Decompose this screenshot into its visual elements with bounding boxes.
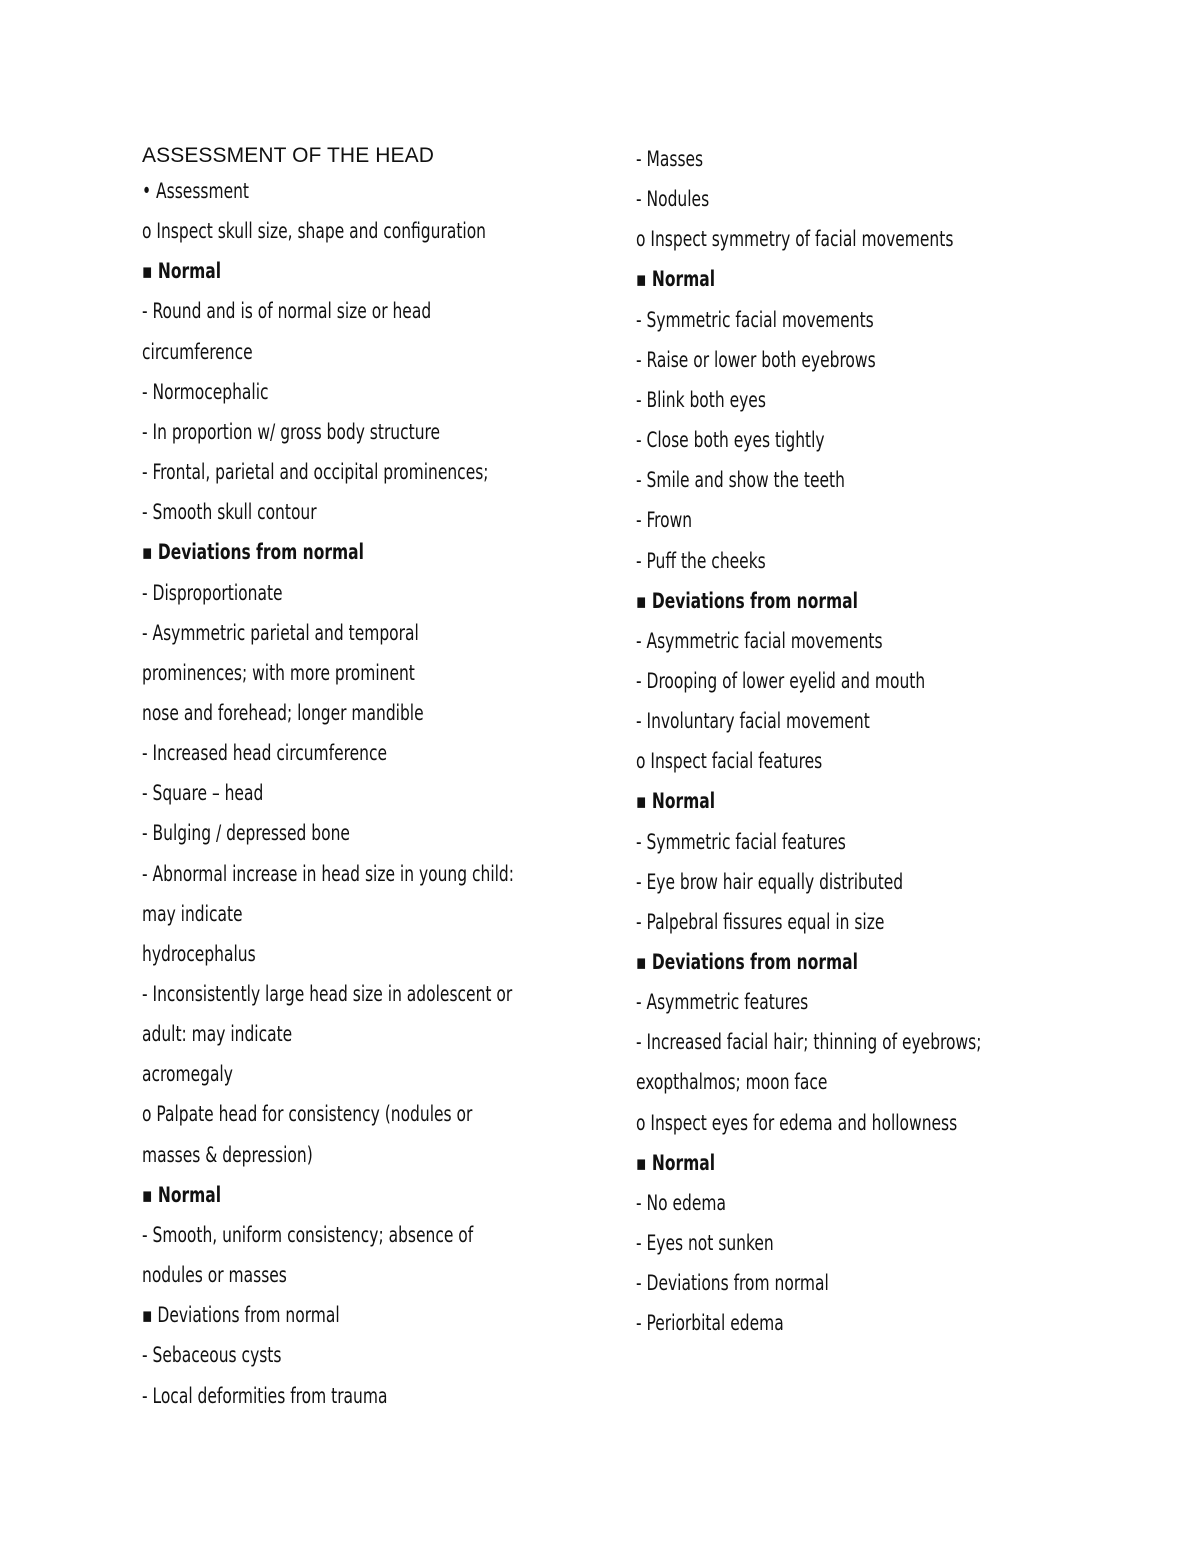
left-column-line: ▪ Deviations from normal [142,1303,340,1328]
left-column-line: prominences; with more prominent [142,660,415,685]
left-column-line: - Frontal, parietal and occipital prominences; [142,460,489,485]
left-column-line: nose and forehead; longer mandible [142,700,424,725]
right-column-line: ▪ Deviations from normal [636,950,858,974]
left-column-line: - Local deformities from trauma [142,1383,388,1408]
right-column-line: - Masses [636,147,704,171]
right-column-line: - Raise or lower both eyebrows [636,347,876,372]
right-column-line: ▪ Normal [636,1150,716,1175]
right-column-line: - Symmetric facial features [636,829,846,854]
left-column-line: - Disproportionate [142,580,283,605]
left-column-line: • Assessment [142,179,249,203]
left-column-line: ▪ Deviations from normal [142,540,364,565]
left-column-line: ▪ Normal [142,259,222,284]
right-column-line: - Symmetric facial movements [636,307,874,332]
right-column-line: - Smile and show the teeth [636,468,845,493]
right-column-line: - Eyes not sunken [636,1231,774,1256]
left-column-line: - Inconsistently large head size in adolescent or [142,982,513,1006]
left-column-line: adult: may indicate [142,1022,293,1047]
left-column-line: may indicate [142,901,243,926]
left-column-line: - Round and is of normal size or head [142,299,432,324]
right-column-line: - Blink both eyes [636,387,766,412]
right-column-line: - Eye brow hair equally distributed [636,869,904,894]
left-column-line: hydrocephalus [142,941,256,966]
page-title: ASSESSMENT OF THE HEAD [142,144,434,167]
right-column-line: - No edema [636,1190,726,1215]
right-column-line: ▪ Deviations from normal [636,588,858,613]
left-column-line: - In proportion w/ gross body structure [142,419,441,444]
left-column-line: o Inspect skull size, shape and configuration [142,219,486,244]
left-column-line: masses & depression) [142,1142,313,1167]
right-column-line: - Nodules [636,187,710,212]
right-column-line: - Deviations from normal [636,1271,829,1296]
left-column-line: - Square – head [142,781,264,806]
left-column-line: - Sebaceous cysts [142,1343,282,1368]
left-column-line: - Asymmetric parietal and temporal [142,620,419,645]
right-column-line: - Drooping of lower eyelid and mouth [636,668,926,693]
right-column-line: ▪ Normal [636,789,716,814]
right-column-line: - Puff the cheeks [636,548,766,573]
right-column-line: - Asymmetric facial movements [636,628,883,653]
left-column-line: - Bulging / depressed bone [142,821,350,846]
left-column-line: nodules or masses [142,1263,287,1288]
left-column-line: o Palpate head for consistency (nodules or [142,1102,473,1127]
right-column-line: o Inspect symmetry of facial movements [636,227,954,252]
right-column-line: ▪ Normal [636,267,716,292]
left-column-line: - Smooth, uniform consistency; absence of [142,1222,474,1247]
right-column-line: - Involuntary facial movement [636,709,870,734]
right-column-line: o Inspect eyes for edema and hollowness [636,1110,958,1135]
left-column-line: acromegaly [142,1062,233,1087]
left-column-line: - Smooth skull contour [142,500,317,525]
right-column-line: exopthalmos; moon face [636,1070,828,1095]
left-column-line: - Normocephalic [142,379,269,404]
right-column-line: - Palpebral fissures equal in size [636,909,885,934]
right-column-line: o Inspect facial features [636,749,823,774]
right-column-line: - Frown [636,508,693,533]
left-column-line: ▪ Normal [142,1182,222,1207]
left-column-line: circumference [142,339,253,364]
right-column-line: - Asymmetric features [636,990,809,1015]
left-column-line: - Abnormal increase in head size in young child: [142,861,514,886]
right-column-line: - Increased facial hair; thinning of eyebrows; [636,1030,982,1055]
right-column-line: - Close both eyes tightly [636,428,825,453]
left-column-line: - Increased head circumference [142,741,388,766]
right-column-line: - Periorbital edema [636,1311,784,1336]
